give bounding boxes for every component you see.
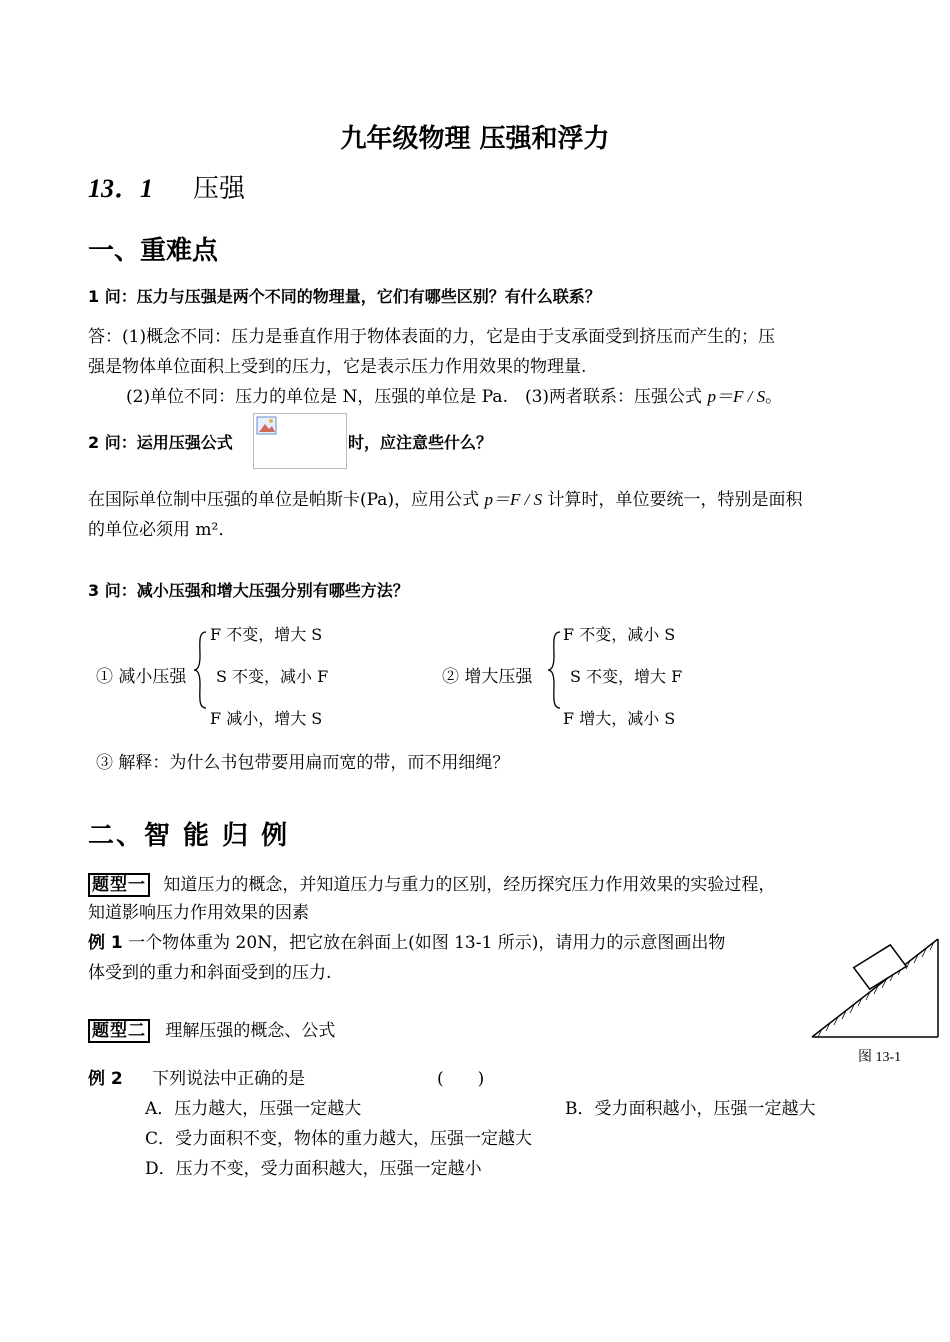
document-title: 九年级物理 压强和浮力 bbox=[340, 124, 610, 154]
brace-icon bbox=[192, 630, 208, 710]
increase-method-2: S 不变，增大 F bbox=[570, 667, 683, 686]
type2-tag: 题型二 bbox=[88, 1019, 150, 1043]
reduce-method-2: S 不变，减小 F bbox=[216, 667, 329, 686]
question-2-suffix: 时，应注意些什么？ bbox=[348, 433, 493, 452]
answer-1-line-3 bbox=[88, 382, 868, 412]
formula-image bbox=[253, 413, 347, 469]
example-2-text: 下列说法中正确的是 bbox=[152, 1069, 306, 1089]
incline-figure bbox=[808, 925, 942, 1040]
answer-2-text-a: 在国际单位制中压强的单位是帕斯卡(Pa)，应用公式 bbox=[88, 490, 485, 510]
reduce-method-3: F 减小，增大 S bbox=[210, 709, 323, 728]
example-1-line-2: 体受到的重力和斜面受到的压力. bbox=[88, 963, 332, 983]
example-2-line bbox=[88, 1064, 305, 1089]
increase-method-3: F 增大，减小 S bbox=[563, 709, 676, 728]
answer-2-text-b: 计算时，单位要统一，特别是面积 bbox=[542, 490, 803, 510]
answer-1-line-1: 答：(1)概念不同：压力是垂直作用于物体表面的力，它是由于支承面受到挤压而产生的；压 bbox=[88, 327, 776, 347]
section-heading bbox=[88, 168, 245, 205]
brace-icon bbox=[546, 630, 562, 710]
figure-caption: 图 13-1 bbox=[858, 1050, 902, 1065]
type2-text: 理解压强的概念、公式 bbox=[165, 1021, 336, 1041]
increase-method-1: F 不变，减小 S bbox=[563, 625, 676, 644]
type2-line bbox=[88, 1016, 335, 1043]
answer-1-line-3-text: (2)单位不同：压力的单位是 N，压强的单位是 Pa. (3)两者联系：压强公式 bbox=[126, 387, 708, 407]
example-2-label: 例 2 bbox=[88, 1069, 123, 1089]
pressure-formula-2: p＝F / S bbox=[484, 490, 543, 509]
type1-line-1 bbox=[88, 870, 775, 897]
answer-2-line-2: 的单位必须用 m²． bbox=[88, 520, 236, 540]
answer-2-line-1 bbox=[88, 485, 868, 515]
example-1-line-1 bbox=[88, 928, 725, 953]
section-number: 13．1 bbox=[88, 174, 154, 203]
reduce-method-1: F 不变，增大 S bbox=[210, 625, 323, 644]
option-a: A．压力越大，压强一定越大 bbox=[145, 1099, 362, 1119]
explanation-prompt: ③ 解释：为什么书包带要用扁而宽的带，而不用细绳？ bbox=[96, 753, 510, 773]
type1-line-2: 知道影响压力作用效果的因素 bbox=[88, 903, 309, 923]
type1-text: 知道压力的概念，并知道压力与重力的区别，经历探究压力作用效果的实验过程， bbox=[163, 875, 776, 895]
part2-heading: 二、智 能 归 例 bbox=[88, 821, 290, 851]
part1-heading: 一、重难点 bbox=[88, 236, 219, 266]
reduce-pressure-label: ① 减小压强 bbox=[96, 667, 187, 687]
answer-1-end: 。 bbox=[765, 387, 783, 407]
answer-blank: ( ) bbox=[437, 1069, 485, 1089]
question-1: 1 问：压力与压强是两个不同的物理量，它们有哪些区别？有什么联系？ bbox=[88, 287, 601, 306]
answer-2 bbox=[88, 485, 868, 545]
increase-pressure-label: ② 增大压强 bbox=[442, 667, 533, 687]
example-1-label: 例 1 bbox=[88, 933, 123, 953]
section-name: 压强 bbox=[193, 174, 246, 204]
pressure-formula: p＝F / S bbox=[707, 387, 766, 406]
example-1-text: 一个物体重为 20N，把它放在斜面上(如图 13-1 所示)，请用力的示意图画出物 bbox=[122, 933, 726, 953]
option-c: C．受力面积不变，物体的重力越大，压强一定越大 bbox=[145, 1129, 533, 1149]
broken-image-icon bbox=[256, 416, 278, 436]
question-2-prefix: 2 问：运用压强公式 bbox=[88, 433, 233, 452]
answer-1-line-2: 强是物体单位面积上受到的压力，它是表示压力作用效果的物理量. bbox=[88, 357, 587, 377]
answer-1 bbox=[88, 322, 868, 412]
option-b: B．受力面积越小，压强一定越大 bbox=[565, 1099, 816, 1119]
option-d: D．压力不变，受力面积越大，压强一定越小 bbox=[145, 1159, 482, 1179]
type1-tag: 题型一 bbox=[88, 873, 150, 897]
question-3: 3 问：减小压强和增大压强分别有哪些方法？ bbox=[88, 581, 409, 600]
